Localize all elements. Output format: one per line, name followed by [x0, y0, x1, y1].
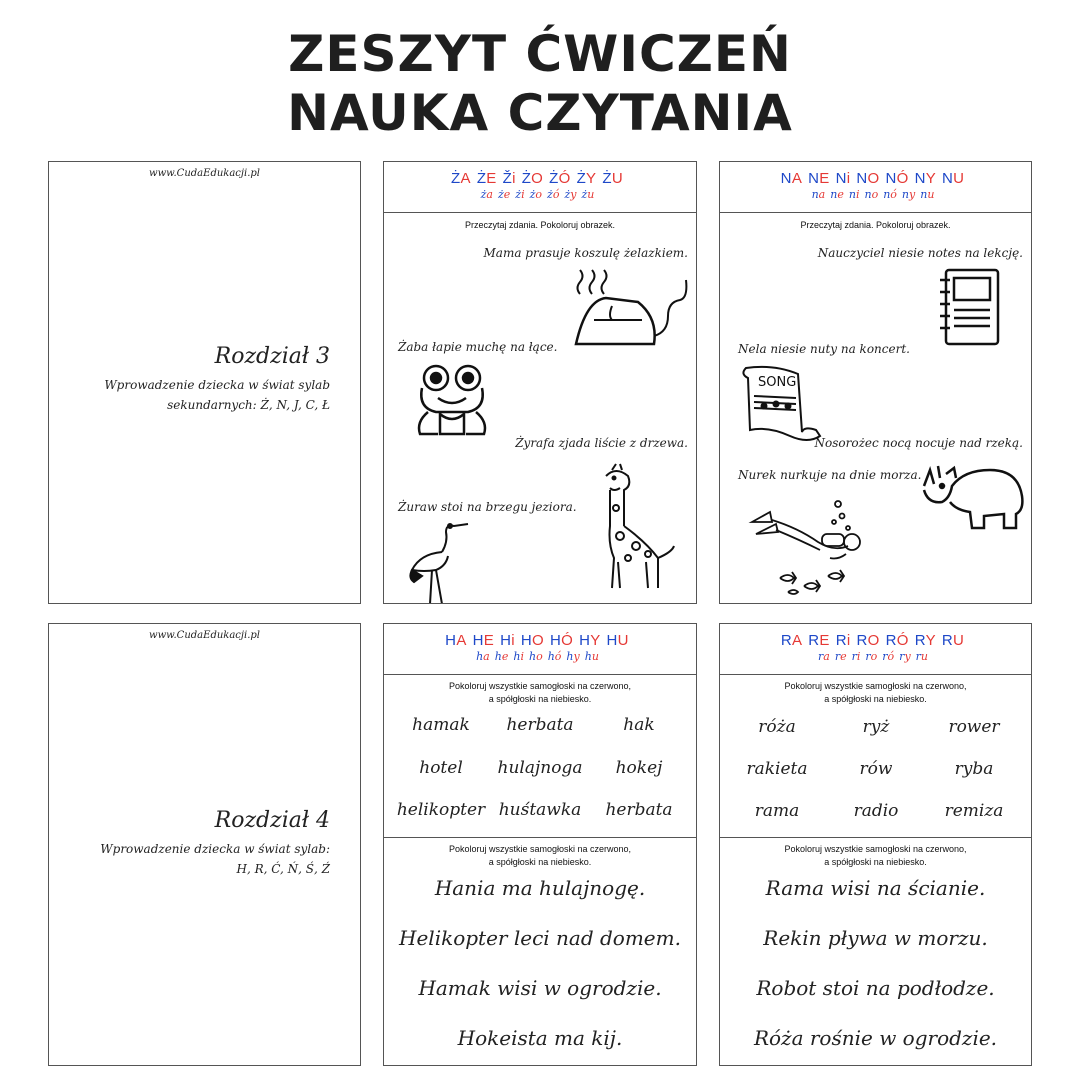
ha-syllables-lower-syllable-3: hi	[513, 650, 524, 663]
ra-sentence-2: Rekin pływa w morzu.	[763, 926, 988, 950]
ra-syllables-lower-syllable-3: ri	[851, 650, 861, 663]
chapter3-cover-page	[48, 161, 361, 604]
ha-word-7: helikopter	[396, 800, 486, 820]
ra-word-7: rama	[754, 801, 800, 821]
ra-syllables-upper-syllable-7: RU	[941, 632, 965, 649]
na-syllables-upper-syllable-2: NE	[808, 170, 830, 187]
ra-syllables-lower-syllable-2: re	[834, 650, 847, 663]
ha-syllables-lower	[384, 650, 696, 663]
za-syllables-lower	[384, 188, 696, 201]
ra-sentence-4: Róża rośnie w ogrodzie.	[753, 1026, 998, 1050]
na-worksheet-page	[719, 161, 1032, 604]
music-sheet-icon	[738, 360, 824, 444]
za-syllables-lower-syllable-6: ży	[564, 188, 577, 201]
ha-worksheet-page	[383, 623, 697, 1066]
ra-word-9: remiza	[944, 801, 1004, 821]
sheet-song-text: SONG	[758, 375, 797, 390]
za-syllables-upper-syllable-3: Ži	[502, 170, 516, 187]
za-sentence-1: Mama prasuje koszulę żelazkiem.	[483, 246, 688, 260]
ha-syllables-upper-syllable-1: HA	[445, 632, 467, 649]
na-syllable-header	[720, 162, 1031, 213]
na-syllables-lower-syllable-4: no	[864, 188, 879, 201]
na-syllables-upper	[720, 170, 1031, 187]
ha-word-9: herbata	[605, 800, 673, 820]
ha-sentence-4: Hokeista ma kij.	[457, 1026, 623, 1050]
ra-syllables-upper	[720, 632, 1031, 649]
ha-instruction-2: a spółgłoski na niebiesko.	[488, 694, 592, 704]
ra-word-4: rakieta	[746, 759, 808, 779]
chapter3-desc1: Wprowadzenie dziecka w świat sylab	[104, 378, 330, 392]
notebook-icon	[936, 266, 1002, 348]
za-syllables-lower-syllable-4: żo	[529, 188, 543, 201]
na-syllables-upper-syllable-6: NY	[914, 170, 937, 187]
site-url: www.CudaEdukacji.pl	[149, 630, 260, 641]
ra-syllables-lower-syllable-7: ru	[915, 650, 929, 663]
chapter4-block	[100, 808, 330, 879]
frog-icon	[412, 362, 492, 438]
za-syllables-upper-syllable-5: ŻÓ	[549, 170, 571, 187]
ha-syllables-lower-syllable-1: ha	[476, 650, 490, 663]
ha-syllables-upper-syllable-5: HÓ	[549, 632, 574, 649]
ra-syllables-lower-syllable-1: ra	[817, 650, 830, 663]
chapter4-desc2: H, R, Ć, Ń, Ś, Ź	[236, 862, 330, 876]
ra-syllables-lower	[720, 650, 1031, 663]
za-syllables-lower-syllable-5: żó	[547, 188, 560, 201]
za-instruction: Przeczytaj zdania. Pokoloruj obrazek.	[464, 220, 616, 230]
ha-sentence-2: Helikopter leci nad domem.	[399, 926, 681, 950]
ha-syllables-upper-syllable-7: HU	[606, 632, 629, 649]
ra-sentence-1: Rama wisi na ścianie.	[765, 876, 986, 900]
za-syllables-upper-syllable-4: ŻO	[521, 170, 544, 187]
ha-syllables-upper-syllable-6: HY	[579, 632, 601, 649]
chapter4-title: Rozdział 4	[214, 808, 330, 833]
za-syllables-upper-syllable-1: ŻA	[451, 170, 471, 187]
ha-instruction-3: Pokoloruj wszystkie samogłoski na czerwono,	[448, 844, 632, 854]
ra-instruction-4: a spółgłoski na niebiesko.	[824, 857, 927, 867]
ha-divider	[384, 837, 696, 838]
giraffe-icon	[602, 462, 680, 592]
ra-word-2: ryż	[862, 717, 890, 737]
za-syllables-upper	[384, 170, 696, 187]
chapter3-desc2: sekundarnych: Ż, N, J, C, Ł	[167, 398, 330, 412]
ra-syllables-upper-syllable-6: RY	[914, 632, 936, 649]
za-worksheet-page	[383, 161, 697, 604]
na-syllables-lower-syllable-5: nó	[883, 188, 897, 201]
na-syllables-lower-syllable-2: ne	[830, 188, 844, 201]
ha-sentence-1: Hania ma hulajnogę.	[434, 876, 646, 900]
ha-syllable-header	[384, 624, 696, 675]
ha-sentence-3: Hamak wisi w ogrodzie.	[418, 976, 662, 1000]
ra-instruction-3: Pokoloruj wszystkie samogłoski na czerwono,	[784, 844, 967, 854]
na-sentence-2: Nela niesie nuty na koncert.	[738, 342, 910, 356]
ha-syllables-lower-syllable-7: hu	[584, 650, 599, 663]
ha-syllables-lower-syllable-5: hó	[547, 650, 562, 663]
na-syllables-upper-syllable-3: Ni	[835, 170, 851, 187]
ra-word-5: rów	[859, 759, 893, 779]
ha-instruction-4: a spółgłoski na niebiesko.	[488, 857, 592, 867]
chapter4-cover-page	[48, 623, 361, 1066]
ha-word-6: hokej	[615, 758, 663, 778]
za-syllables-lower-syllable-3: żi	[515, 188, 525, 201]
na-syllables-lower-syllable-1: na	[811, 188, 826, 201]
ha-word-2: herbata	[506, 715, 574, 735]
na-syllables-upper-syllable-5: NÓ	[885, 170, 909, 187]
site-url: www.CudaEdukacji.pl	[149, 168, 260, 179]
crane-bird-icon	[406, 518, 472, 604]
ra-syllables-lower-syllable-5: ró	[882, 650, 895, 663]
ra-instruction-1: Pokoloruj wszystkie samogłoski na czerwono,	[784, 681, 967, 691]
za-syllables-upper-syllable-7: ŻU	[602, 170, 623, 187]
ra-syllables-upper-syllable-5: RÓ	[885, 632, 909, 649]
ra-word-6: ryba	[954, 759, 994, 779]
ha-word-4: hotel	[419, 758, 463, 778]
ha-syllables-upper-syllable-3: Hi	[500, 632, 515, 649]
na-syllables-upper-syllable-1: NA	[780, 170, 803, 187]
na-sentence-3: Nosorożec nocą nocuje nad rzeką.	[814, 436, 1023, 450]
diver-icon	[748, 492, 868, 596]
za-syllables-upper-syllable-6: ŻY	[576, 170, 597, 187]
rhino-icon	[920, 456, 1028, 530]
main-title-line1: ZESZYT ĆWICZEŃ	[288, 25, 792, 83]
na-instruction: Przeczytaj zdania. Pokoloruj obrazek.	[800, 220, 951, 230]
ra-word-1: róża	[758, 717, 796, 737]
na-syllables-lower-syllable-6: ny	[901, 188, 916, 201]
za-syllable-header	[384, 162, 696, 213]
chapter4-desc1: Wprowadzenie dziecka w świat sylab:	[100, 842, 330, 856]
ha-syllables-upper-syllable-2: HE	[472, 632, 495, 649]
ra-syllables-upper-syllable-1: RA	[780, 632, 803, 649]
na-syllables-lower-syllable-7: nu	[920, 188, 935, 201]
ra-instruction-2: a spółgłoski na niebiesko.	[824, 694, 927, 704]
ha-syllables-lower-syllable-6: hy	[566, 650, 580, 663]
za-sentence-2: Żaba łapie muchę na łące.	[398, 340, 558, 354]
za-syllables-upper-syllable-2: ŻE	[476, 170, 497, 187]
ra-divider	[720, 837, 1031, 838]
ra-syllables-upper-syllable-2: RE	[808, 632, 830, 649]
na-syllables-lower	[720, 188, 1031, 201]
ra-syllables-lower-syllable-6: ry	[899, 650, 911, 663]
chapter3-title: Rozdział 3	[214, 344, 330, 369]
ha-syllables-lower-syllable-4: ho	[528, 650, 543, 663]
ha-syllables-lower-syllable-2: he	[494, 650, 509, 663]
za-syllables-lower-syllable-7: żu	[581, 188, 595, 201]
za-syllables-lower-syllable-1: ża	[480, 188, 493, 201]
na-syllables-lower-syllable-3: ni	[848, 188, 860, 201]
na-syllables-upper-syllable-4: NO	[856, 170, 880, 187]
ha-word-1: hamak	[412, 715, 470, 735]
na-sentence-1: Nauczyciel niesie notes na lekcję.	[817, 246, 1023, 260]
ra-syllable-header	[720, 624, 1031, 675]
ha-word-8: huśtawka	[498, 800, 582, 820]
ra-sentence-3: Robot stoi na podłodze.	[756, 976, 995, 1000]
ha-syllables-upper-syllable-4: HO	[520, 632, 544, 649]
main-title-line2: NAUKA CZYTANIA	[287, 84, 793, 142]
ra-syllables-lower-syllable-4: ro	[865, 650, 878, 663]
ha-word-5: hulajnoga	[497, 758, 583, 778]
ra-syllables-upper-syllable-4: RO	[856, 632, 880, 649]
ra-word-8: radio	[853, 801, 899, 821]
na-sentence-4: Nurek nurkuje na dnie morza.	[738, 468, 922, 482]
na-syllables-upper-syllable-7: NU	[942, 170, 965, 187]
chapter3-block	[104, 344, 330, 415]
iron-icon	[572, 266, 688, 350]
za-syllables-lower-syllable-2: że	[497, 188, 511, 201]
ha-instruction-1: Pokoloruj wszystkie samogłoski na czerwono,	[448, 681, 632, 691]
ra-worksheet-page	[719, 623, 1032, 1066]
za-sentence-4: Żuraw stoi na brzegu jeziora.	[398, 500, 577, 514]
ra-word-3: rower	[948, 717, 1000, 737]
ha-word-3: hak	[623, 715, 655, 735]
ha-syllables-upper	[384, 632, 696, 649]
ra-syllables-upper-syllable-3: Ri	[835, 632, 851, 649]
za-sentence-3: Żyrafa zjada liście z drzewa.	[515, 436, 688, 450]
